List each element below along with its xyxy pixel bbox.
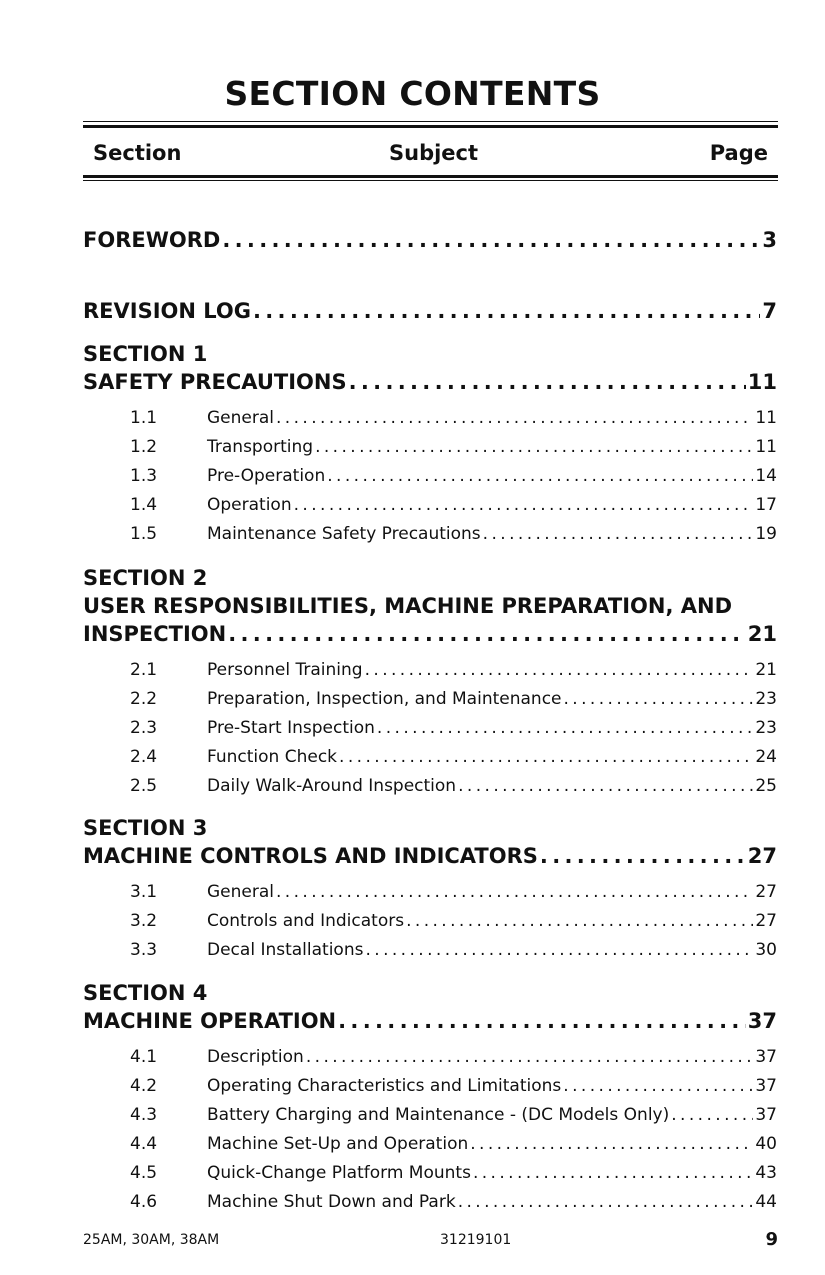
toc-entry-title: MACHINE OPERATION — [83, 1009, 337, 1033]
toc-page-number: 21 — [755, 660, 777, 680]
toc-item-number: 4.6 — [130, 1192, 158, 1212]
toc-entry-title: REVISION LOG — [83, 299, 251, 323]
toc-page-number: 23 — [755, 718, 777, 738]
toc-section-entry[interactable] — [83, 844, 777, 868]
column-header-section: Section — [93, 141, 182, 165]
dot-leader — [470, 1134, 753, 1154]
toc-item-number: 2.1 — [130, 660, 158, 680]
toc-subsection-entry[interactable] — [130, 524, 777, 544]
dot-leader — [671, 1105, 753, 1125]
toc-page-number: 7 — [762, 299, 777, 323]
toc-item-number: 3.1 — [130, 882, 158, 902]
dot-leader — [563, 1076, 753, 1096]
toc-page-number: 30 — [755, 940, 777, 960]
toc-entry-title: Machine Set-Up and Operation — [207, 1134, 469, 1154]
toc-item-number: 4.2 — [130, 1076, 158, 1096]
toc-entry-title: Battery Charging and Maintenance - (DC Models Only) — [207, 1105, 670, 1125]
toc-page-number: 3 — [762, 228, 777, 252]
toc-page-number: 23 — [755, 689, 777, 709]
header-rule-bottom-thick — [83, 175, 778, 178]
toc-subsection-entry[interactable] — [130, 437, 777, 457]
toc-item-number: 4.5 — [130, 1163, 158, 1183]
toc-page-number: 37 — [755, 1076, 777, 1096]
toc-item-number: 4.3 — [130, 1105, 158, 1125]
toc-entry-title: Pre-Start Inspection — [207, 718, 375, 738]
dot-leader — [306, 1047, 754, 1067]
dot-leader — [222, 228, 760, 252]
dot-leader — [458, 776, 753, 796]
toc-page-number: 11 — [747, 370, 777, 394]
toc-item-number: 1.2 — [130, 437, 158, 457]
toc-entry-title: FOREWORD — [83, 228, 221, 252]
footer-page-number: 9 — [765, 1229, 778, 1250]
toc-item-number: 2.5 — [130, 776, 158, 796]
toc-entry-title: Operating Characteristics and Limitations — [207, 1076, 562, 1096]
toc-item-number: 1.4 — [130, 495, 158, 515]
toc-section-entry[interactable] — [83, 1009, 777, 1033]
dot-leader — [253, 299, 760, 323]
toc-entry-title: Machine Shut Down and Park — [207, 1192, 456, 1212]
toc-page-number: 37 — [755, 1105, 777, 1125]
column-header-subject: Subject — [389, 141, 479, 165]
dot-leader — [349, 370, 746, 394]
toc-item-number: 1.3 — [130, 466, 158, 486]
column-header-page: Page — [709, 141, 768, 165]
toc-item-number: 4.4 — [130, 1134, 158, 1154]
page-title: SECTION CONTENTS — [224, 74, 601, 113]
toc-entry-title: Quick-Change Platform Mounts — [207, 1163, 471, 1183]
toc-page-number: 44 — [755, 1192, 777, 1212]
header-rule-top-thick — [83, 125, 778, 128]
toc-entry-title: General — [207, 882, 274, 902]
toc-entry-title: Preparation, Inspection, and Maintenance — [207, 689, 562, 709]
toc-subsection-entry[interactable] — [130, 495, 777, 515]
toc-subsection-entry[interactable] — [130, 408, 777, 428]
footer-document-number: 31219101 — [440, 1232, 512, 1248]
dot-leader — [315, 437, 753, 457]
section-title-line: USER RESPONSIBILITIES, MACHINE PREPARATION, AND — [83, 594, 733, 618]
dot-leader — [365, 940, 753, 960]
header-rule-top — [83, 121, 778, 122]
toc-subsection-entry[interactable] — [130, 1076, 777, 1096]
toc-item-number: 2.3 — [130, 718, 158, 738]
toc-item-number: 2.4 — [130, 747, 158, 767]
dot-leader — [294, 495, 754, 515]
toc-subsection-entry[interactable] — [130, 1105, 777, 1125]
toc-entry-title: Pre-Operation — [207, 466, 326, 486]
section-number-label: SECTION 2 — [83, 566, 208, 590]
toc-subsection-entry[interactable] — [130, 689, 777, 709]
header-rule-bottom — [83, 180, 778, 181]
toc-page-number: 37 — [747, 1009, 777, 1033]
toc-item-number: 1.5 — [130, 524, 158, 544]
toc-item-number: 3.2 — [130, 911, 158, 931]
toc-section-entry[interactable] — [83, 370, 777, 394]
section-number-label: SECTION 4 — [83, 981, 208, 1005]
toc-foreword[interactable] — [83, 228, 777, 252]
toc-entry-title: Daily Walk-Around Inspection — [207, 776, 457, 796]
dot-leader — [338, 1009, 746, 1033]
dot-leader — [339, 747, 753, 767]
dot-leader — [228, 622, 746, 646]
toc-page-number: 19 — [755, 524, 777, 544]
toc-subsection-entry[interactable] — [130, 776, 777, 796]
toc-subsection-entry[interactable] — [130, 1163, 777, 1183]
toc-page-number: 11 — [755, 437, 777, 457]
toc-entry-title: General — [207, 408, 274, 428]
toc-item-number: 3.3 — [130, 940, 158, 960]
toc-page-number: 27 — [747, 844, 777, 868]
toc-page-number: 27 — [755, 882, 777, 902]
toc-page-number: 27 — [755, 911, 777, 931]
toc-entry-title: Controls and Indicators — [207, 911, 405, 931]
dot-leader — [473, 1163, 753, 1183]
toc-section-entry[interactable] — [83, 622, 777, 646]
toc-item-number: 4.1 — [130, 1047, 158, 1067]
toc-page-number: 24 — [755, 747, 777, 767]
toc-page-number: 25 — [755, 776, 777, 796]
toc-subsection-entry[interactable] — [130, 660, 777, 680]
toc-subsection-entry[interactable] — [130, 747, 777, 767]
toc-subsection-entry[interactable] — [130, 1192, 777, 1212]
dot-leader — [458, 1192, 754, 1212]
toc-subsection-entry[interactable] — [130, 1047, 777, 1067]
dot-leader — [483, 524, 754, 544]
toc-page-number: 21 — [747, 622, 777, 646]
dot-leader — [276, 882, 753, 902]
dot-leader — [406, 911, 753, 931]
toc-entry-title: Description — [207, 1047, 304, 1067]
toc-entry-title: SAFETY PRECAUTIONS — [83, 370, 347, 394]
dot-leader — [377, 718, 753, 738]
dot-leader — [564, 689, 754, 709]
toc-subsection-entry[interactable] — [130, 882, 777, 902]
dot-leader — [327, 466, 753, 486]
toc-subsection-entry[interactable] — [130, 466, 777, 486]
toc-item-number: 2.2 — [130, 689, 158, 709]
toc-entry-title: INSPECTION — [83, 622, 227, 646]
toc-entry-title: Decal Installations — [207, 940, 364, 960]
footer-models: 25AM, 30AM, 38AM — [83, 1232, 220, 1248]
dot-leader — [540, 844, 746, 868]
toc-page-number: 43 — [755, 1163, 777, 1183]
toc-subsection-entry[interactable] — [130, 911, 777, 931]
toc-revision-log[interactable] — [83, 299, 777, 323]
toc-entry-title: Function Check — [207, 747, 338, 767]
dot-leader — [276, 408, 753, 428]
toc-subsection-entry[interactable] — [130, 940, 777, 960]
toc-entry-title: Personnel Training — [207, 660, 363, 680]
toc-page-number: 17 — [755, 495, 777, 515]
toc-entry-title: MACHINE CONTROLS AND INDICATORS — [83, 844, 538, 868]
toc-subsection-entry[interactable] — [130, 1134, 777, 1154]
toc-page-number: 40 — [755, 1134, 777, 1154]
toc-entry-title: Transporting — [207, 437, 314, 457]
toc-page-number: 11 — [755, 408, 777, 428]
toc-subsection-entry[interactable] — [130, 718, 777, 738]
section-number-label: SECTION 1 — [83, 342, 208, 366]
toc-page-number: 14 — [755, 466, 777, 486]
toc-item-number: 1.1 — [130, 408, 158, 428]
section-number-label: SECTION 3 — [83, 816, 208, 840]
toc-entry-title: Operation — [207, 495, 292, 515]
dot-leader — [365, 660, 754, 680]
toc-entry-title: Maintenance Safety Precautions — [207, 524, 481, 544]
toc-page-number: 37 — [755, 1047, 777, 1067]
